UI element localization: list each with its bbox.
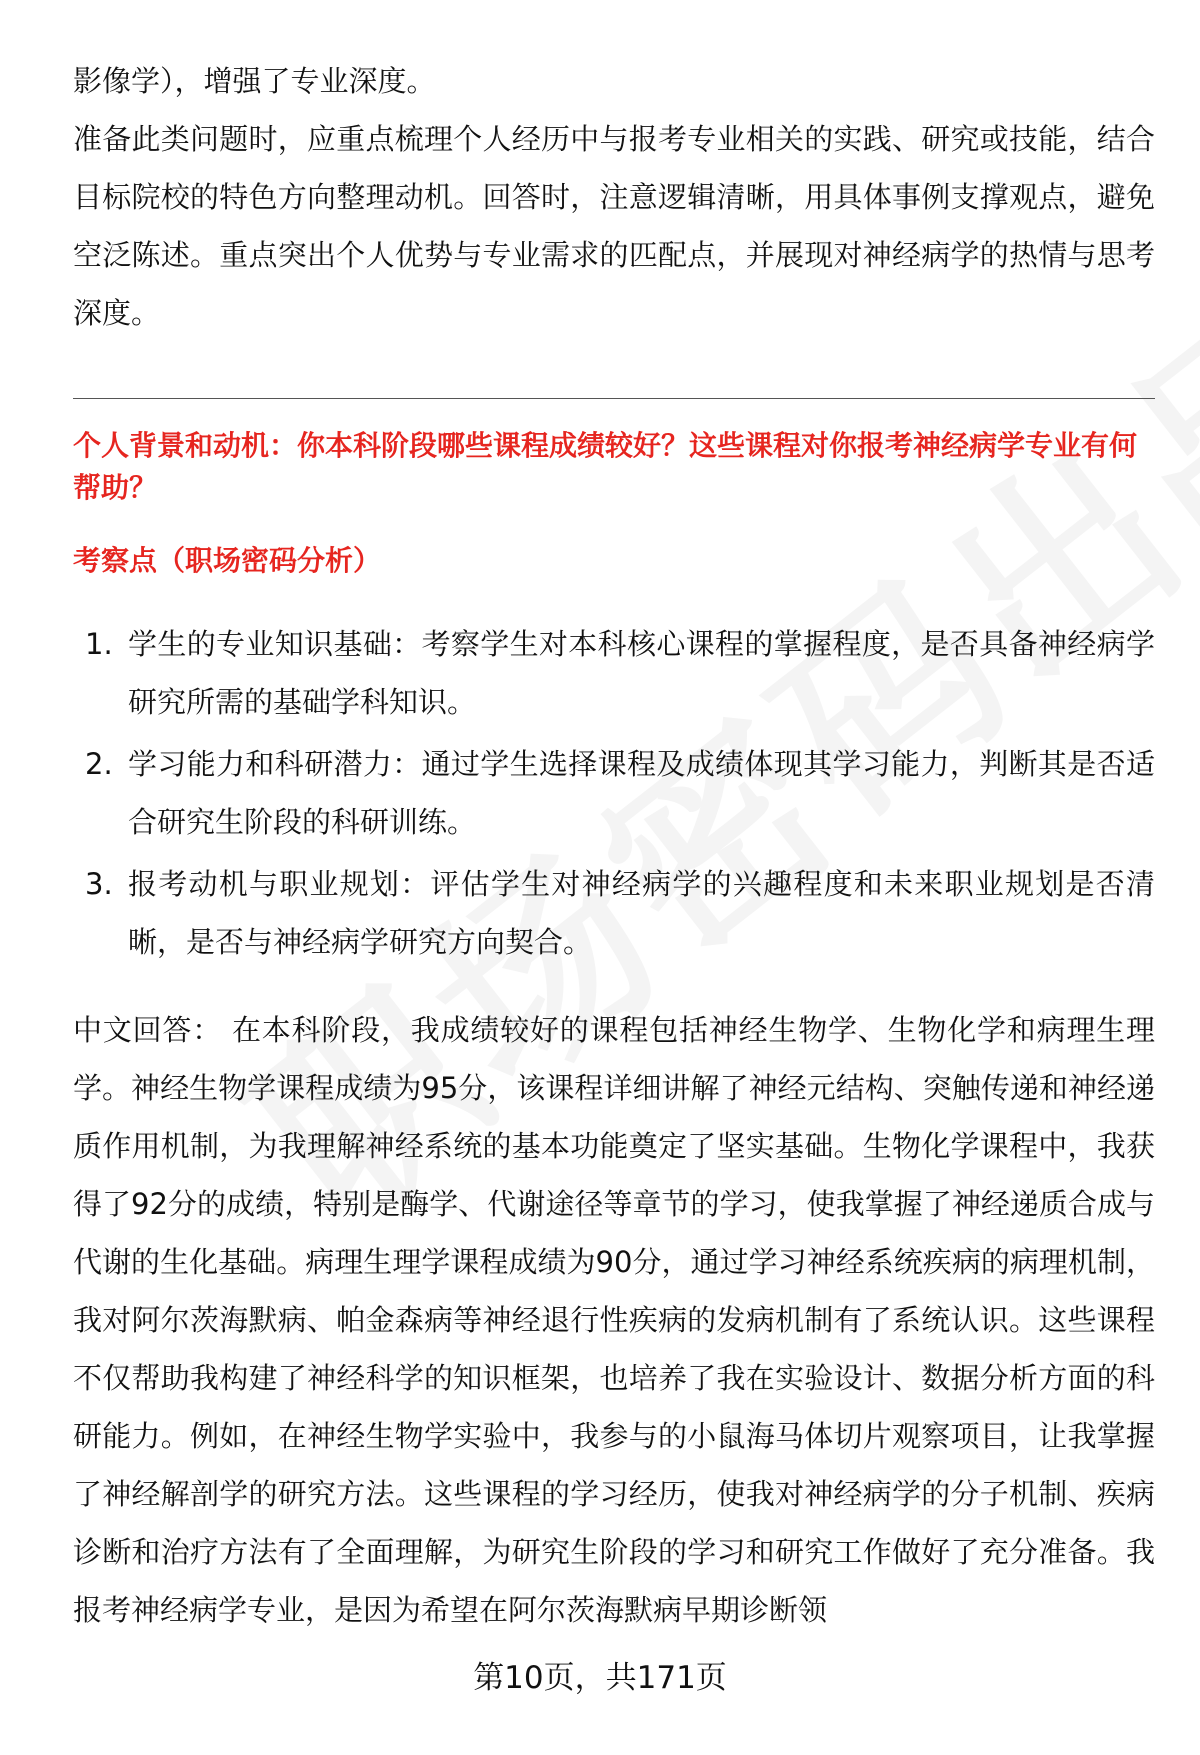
question-heading: 个人背景和动机：你本科阶段哪些课程成绩较好？这些课程对你报考神经病学专业有何帮助？ bbox=[73, 429, 1138, 504]
answer-paragraph: 中文回答： 在本科阶段，我成绩较好的课程包括神经生物学、生物化学和病理生理学。神经生物学课程成绩为95分，该课程详细讲解了神经元结构、突触传递和神经递质作用机制，为我理解神经系统的基本功能奠定了坚实基础。生物化学课程中，我获得了92分的成绩，特别是酶学、代谢途径等章节的学习，使我掌握了神经递质合成与代谢的生化基础。病理生理学课程成绩为90分，通过学习神经系统疾病的病理机制，我对阿尔茨海默病、帕金森病等神经退行性疾病的发病机制有了系统认识。这些课程不仅帮助我构建了神经科学的知识框架，也培养了我在实验设计、数据分析方面的科研能力。例如，在神经生物学实验中，我参与的小鼠海马体切片观察项目，让我掌握了神经解剖学的研究方法。这些课程的学习经历，使我对神经病学的分子机制、疾病诊断和治疗方法有了全面理解，为研究生阶段的学习和研究工作做好了充分准备。我报考神经病学专业，是因为希望在阿尔茨海默病早期诊断领 bbox=[73, 1013, 1155, 1627]
list-item-number: 1. bbox=[85, 627, 113, 661]
list-item bbox=[73, 615, 1155, 731]
page-footer: 第10页，共171页 bbox=[473, 1660, 727, 1696]
list-item bbox=[73, 735, 1155, 851]
section-divider bbox=[73, 398, 1155, 399]
list-item-text: 学习能力和科研潜力：通过学生选择课程及成绩体现其学习能力，判断其是否适合研究生阶段的科研训练。 bbox=[128, 747, 1155, 839]
list-item-text: 报考动机与职业规划：评估学生对神经病学的兴趣程度和未来职业规划是否清晰，是否与神经病学研究方向契合。 bbox=[128, 867, 1155, 959]
list-item-number: 2. bbox=[85, 747, 113, 781]
prep-paragraph: 准备此类问题时，应重点梳理个人经历中与报考专业相关的实践、研究或技能，结合目标院校的特色方向整理动机。回答时，注意逻辑清晰，用具体事例支撑观点，避免空泛陈述。重点突出个人优势与专业需求的匹配点，并展现对神经病学的热情与思考深度。 bbox=[73, 122, 1155, 330]
points-heading: 考察点（职场密码分析） bbox=[73, 544, 382, 577]
intro-continuation: 影像学），增强了专业深度。 bbox=[73, 64, 436, 98]
list-item-text: 学生的专业知识基础：考察学生对本科核心课程的掌握程度，是否具备神经病学研究所需的基础学科知识。 bbox=[128, 627, 1155, 719]
list-item bbox=[73, 855, 1155, 971]
list-item-number: 3. bbox=[85, 867, 113, 901]
points-list bbox=[73, 615, 1155, 975]
